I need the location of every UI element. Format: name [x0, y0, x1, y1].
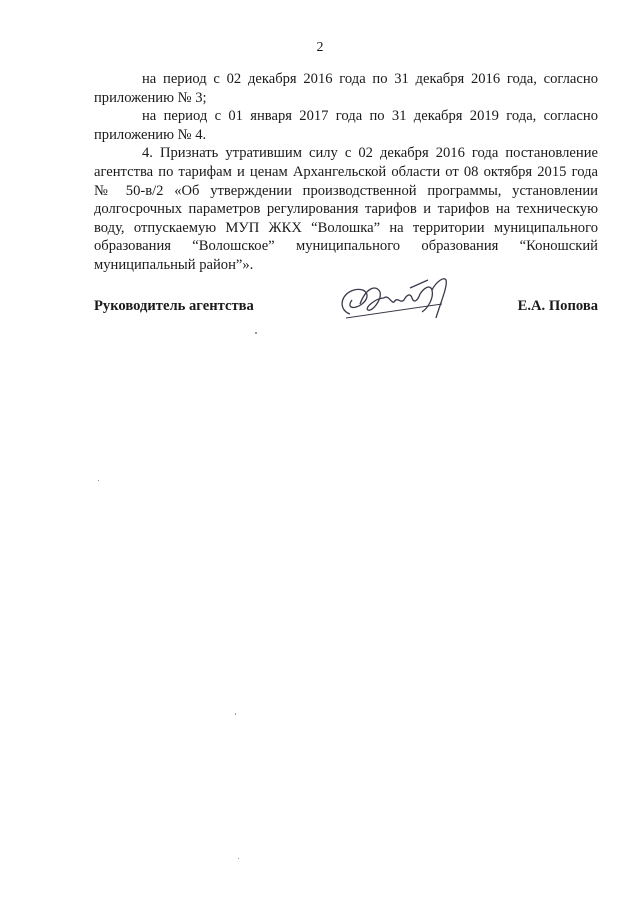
signatory-title: Руководитель агентства	[94, 298, 254, 314]
page-number: 2	[316, 40, 324, 55]
signatory-name: Е.А. Попова	[517, 298, 598, 314]
scan-speck	[98, 480, 99, 481]
scan-speck	[255, 332, 257, 334]
paragraph-period-2016: на период с 02 декабря 2016 года по 31 декабря 2016 года, согласно приложению № 3;	[94, 71, 598, 106]
handwritten-signature	[332, 274, 452, 330]
document-body	[94, 70, 598, 275]
paragraph-item-4: 4. Признать утратившим силу с 02 декабря 2016 года постановление агентства по тарифам и ценам Архангельской области от 08 октября 2015 года № 50-в/2 «Об утверждении производственной программы, установлении долгосрочных параметров регулирования тарифов и тарифов на техническую воду, отпускаемую МУП ЖКХ “Волошка” на территории муниципального образования “Волошское” муниципального образования “Коношский муниципальный район”».	[94, 145, 598, 273]
signature-block	[94, 290, 598, 326]
paragraph-period-2017-2019: на период с 01 января 2017 года по 31 декабря 2019 года, согласно приложению № 4.	[94, 108, 598, 143]
scan-speck	[238, 858, 239, 859]
scan-speck	[235, 713, 236, 715]
